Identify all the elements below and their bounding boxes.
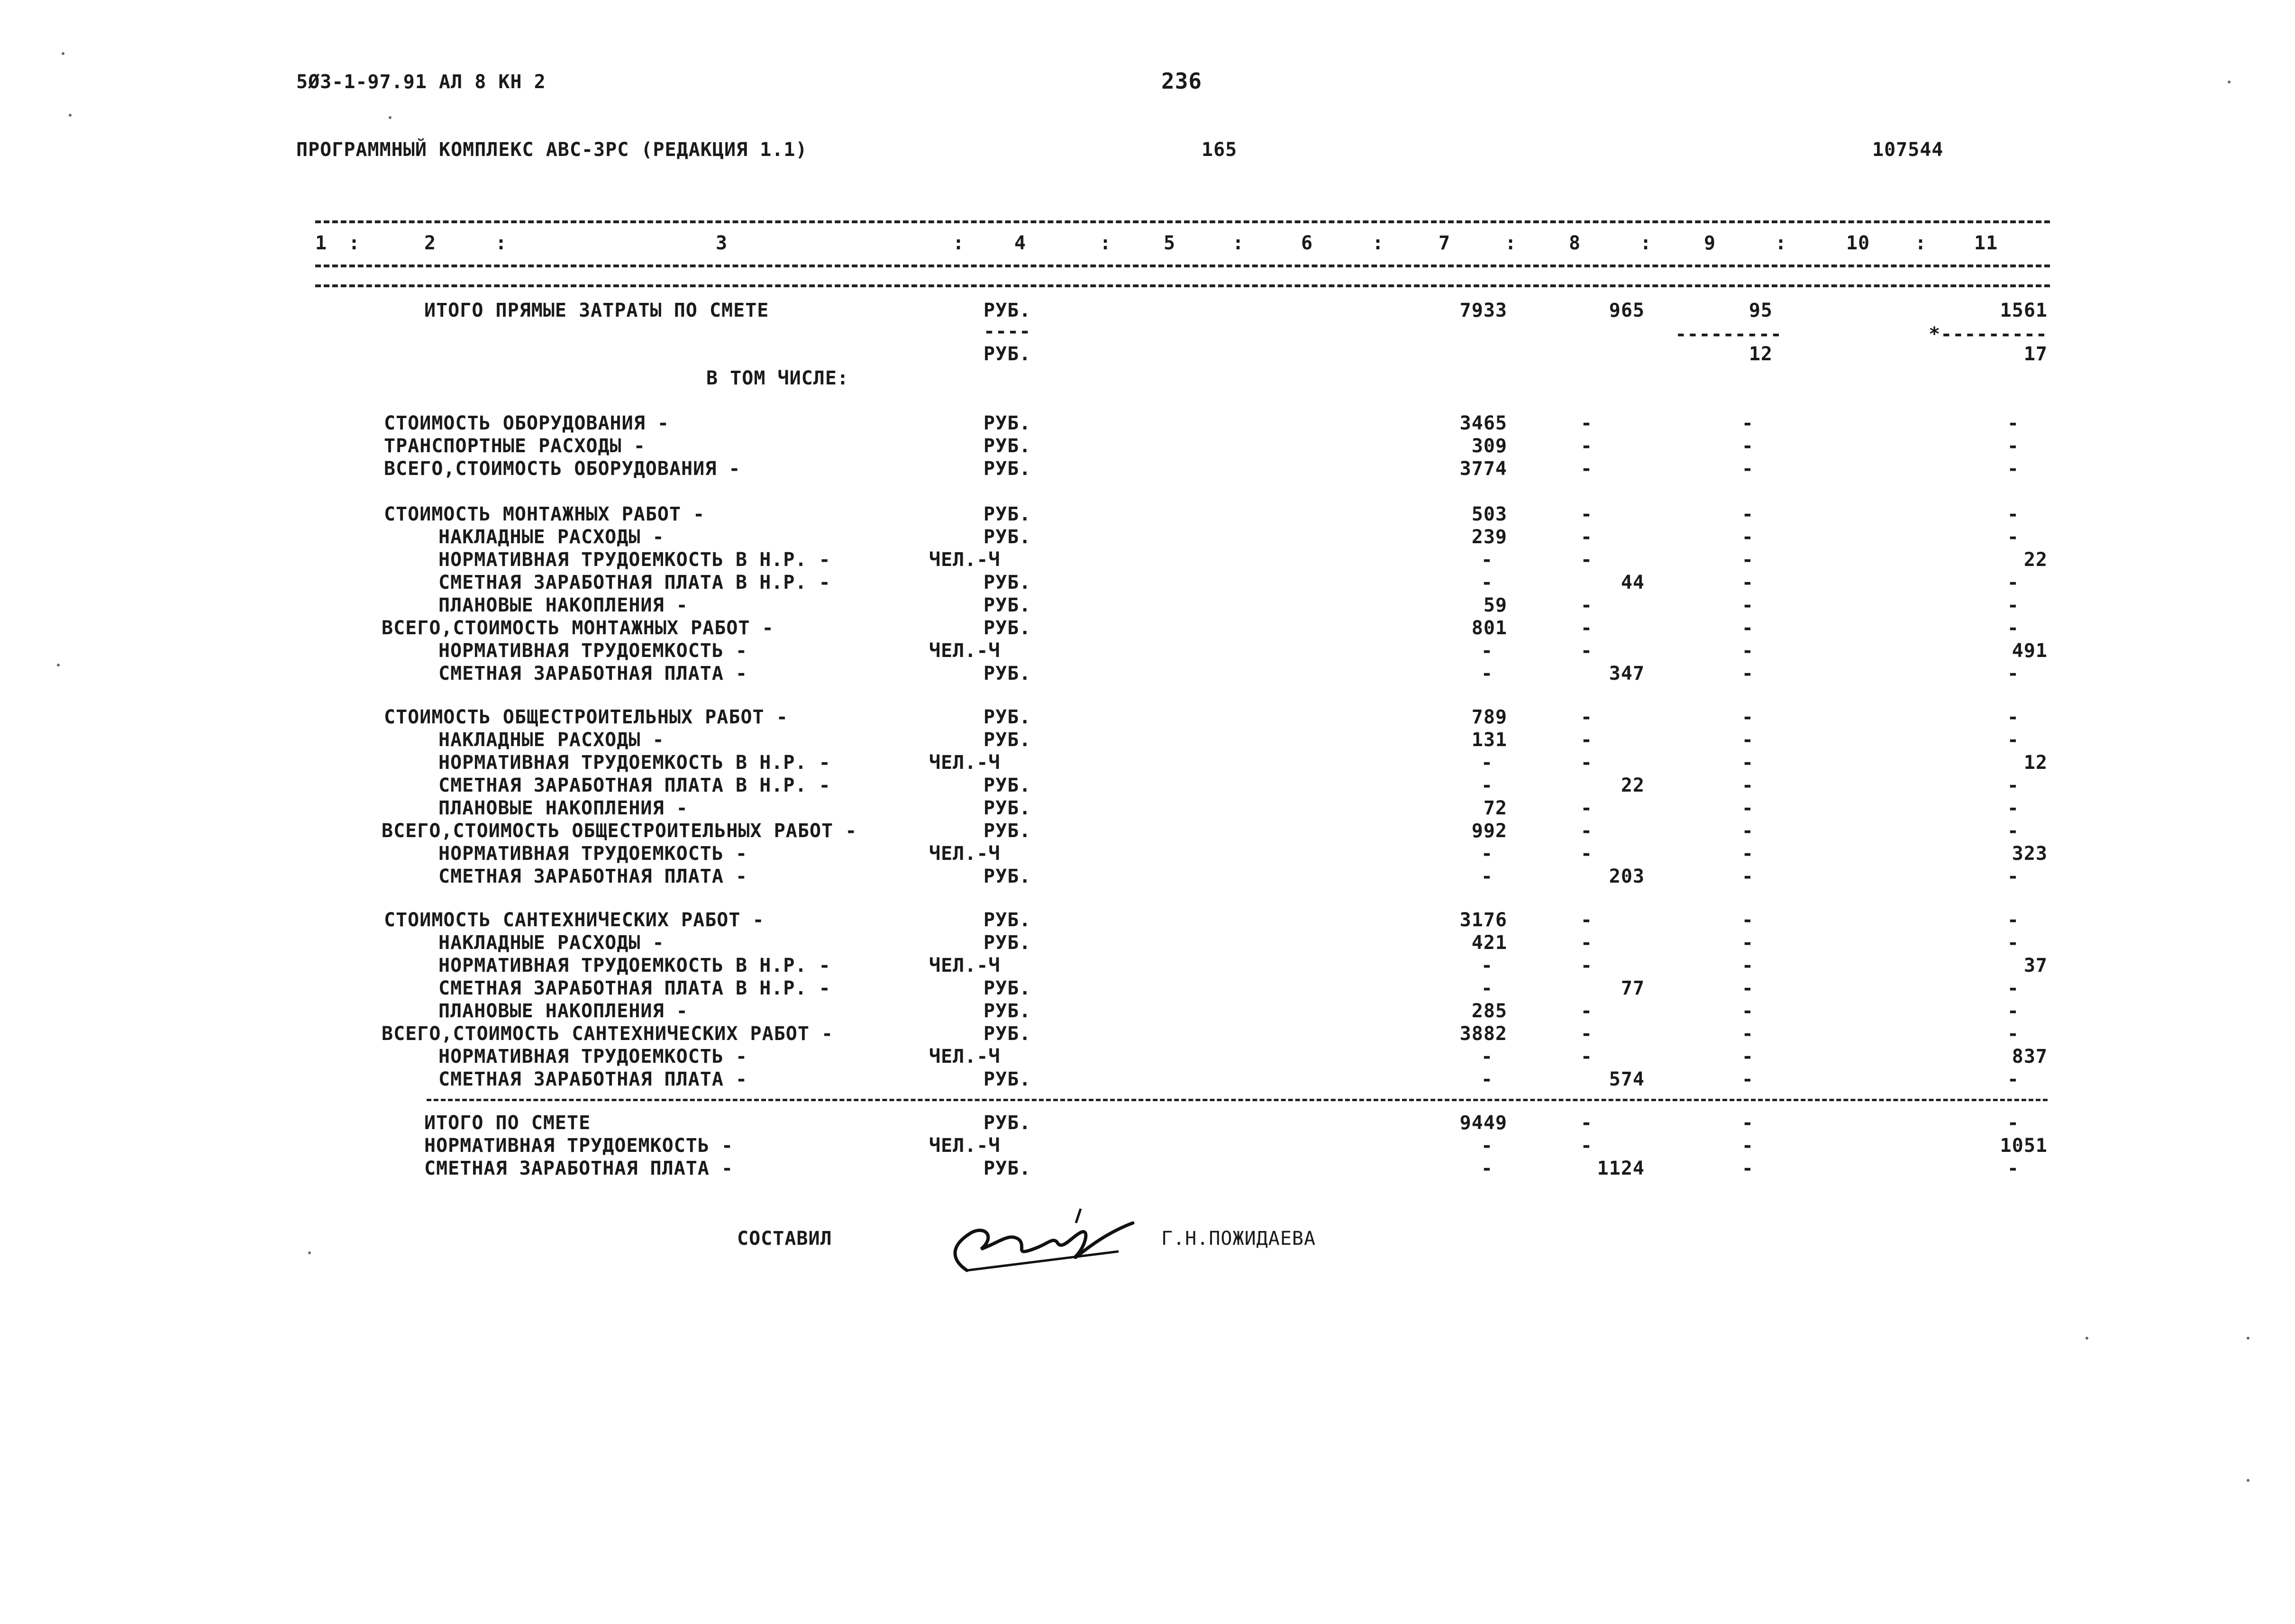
row-unit: РУБ. [984, 729, 1031, 751]
row-unit: РУБ. [984, 343, 1031, 365]
cell-col7: - [1481, 1046, 1493, 1067]
row-label: НАКЛАДНЫЕ РАСХОДЫ - [438, 932, 665, 954]
cell-col7: 285 [1471, 1000, 1507, 1022]
cell-col11: - [2007, 909, 2019, 931]
cell-col11: - [2007, 1023, 2019, 1045]
row-unit: РУБ. [984, 458, 1031, 480]
row-label: ПЛАНОВЫЕ НАКОПЛЕНИЯ - [438, 797, 688, 819]
cell-col11: 12 [2023, 752, 2048, 774]
cell-col8: - [1580, 412, 1593, 434]
cell-col8: - [1580, 640, 1593, 662]
cell-col9: - [1741, 572, 1754, 593]
cell-col11: 491 [2012, 640, 2048, 662]
cell-col7: 421 [1471, 932, 1507, 954]
row-unit: РУБ. [984, 977, 1031, 999]
cell-col8: - [1580, 909, 1593, 931]
cell-col11: 17 [2023, 343, 2048, 365]
cell-col9: - [1741, 663, 1754, 684]
cell-col7: 801 [1471, 617, 1507, 639]
body-top-rule [315, 284, 2050, 287]
totals-divider [427, 1099, 2048, 1101]
cell-col11: - [2007, 977, 2019, 999]
cell-col7: 131 [1471, 729, 1507, 751]
table-top-rule [315, 220, 2050, 223]
column-header-11: 11 [1974, 232, 1998, 254]
cell-col9: - [1741, 909, 1754, 931]
cell-col7: 789 [1471, 706, 1507, 728]
cell-col9: - [1741, 729, 1754, 751]
row-label: СМЕТНАЯ ЗАРАБОТНАЯ ПЛАТА - [438, 866, 748, 887]
cell-col7: - [1481, 977, 1493, 999]
row-unit: ЧЕЛ.-Ч [929, 843, 1001, 865]
row-label: ВСЕГО,СТОИМОСТЬ МОНТАЖНЫХ РАБОТ - [382, 617, 774, 639]
row-label: НАКЛАДНЫЕ РАСХОДЫ - [438, 729, 665, 751]
row-unit: ЧЕЛ.-Ч [929, 955, 1001, 976]
row-unit: ЧЕЛ.-Ч [929, 1046, 1001, 1067]
col9-separator: --------- [1675, 323, 1782, 345]
row-unit: РУБ. [984, 572, 1031, 593]
column-header-sep: : [495, 232, 508, 254]
cell-col7: 3882 [1459, 1023, 1507, 1045]
cell-col9: - [1741, 549, 1754, 571]
row-label: НОРМАТИВНАЯ ТРУДОЕМКОСТЬ - [424, 1135, 734, 1157]
program-title: ПРОГРАММНЫЙ КОМПЛЕКС АВС-3РС (РЕДАКЦИЯ 1.1) [296, 139, 808, 161]
row-label: СМЕТНАЯ ЗАРАБОТНАЯ ПЛАТА - [438, 1068, 748, 1090]
cell-col11: - [2007, 706, 2019, 728]
row-unit: РУБ. [984, 663, 1031, 684]
cell-col8: 44 [1621, 572, 1645, 593]
cell-col11: 837 [2012, 1046, 2048, 1067]
column-header-2: 2 [424, 232, 437, 254]
row-unit: ЧЕЛ.-Ч [929, 549, 1001, 571]
cell-col9: - [1741, 1023, 1754, 1045]
row-label: СМЕТНАЯ ЗАРАБОТНАЯ ПЛАТА В Н.Р. - [438, 977, 831, 999]
document-id: 107544 [1872, 139, 1944, 161]
cell-col8: - [1580, 549, 1593, 571]
row-label: НОРМАТИВНАЯ ТРУДОЕМКОСТЬ В Н.Р. - [438, 549, 831, 571]
cell-col9: - [1741, 775, 1754, 796]
cell-col11: - [2007, 594, 2019, 616]
row-unit: ЧЕЛ.-Ч [929, 1135, 1001, 1157]
cell-col9: - [1741, 1046, 1754, 1067]
cell-col8: - [1580, 752, 1593, 774]
cell-col8: - [1580, 594, 1593, 616]
cell-col9: - [1741, 1000, 1754, 1022]
cell-col7: 7933 [1459, 300, 1507, 321]
cell-col11: - [2007, 663, 2019, 684]
cell-col8: - [1580, 1135, 1593, 1157]
document-code: 5Ø3-1-97.91 АЛ 8 КН 2 [296, 71, 546, 93]
column-header-sep: : [1232, 232, 1245, 254]
cell-col9: - [1741, 955, 1754, 976]
cell-col7: - [1481, 663, 1493, 684]
row-unit: РУБ. [984, 1158, 1031, 1179]
total-direct-label: ИТОГО ПРЯМЫЕ ЗАТРАТЫ ПО СМЕТЕ [424, 300, 769, 321]
cell-col7: 3176 [1459, 909, 1507, 931]
row-unit: РУБ. [984, 932, 1031, 954]
cell-col9: - [1741, 866, 1754, 887]
column-header-6: 6 [1301, 232, 1313, 254]
cell-col9: 12 [1749, 343, 1773, 365]
cell-col11: - [2007, 932, 2019, 954]
cell-col8: - [1580, 955, 1593, 976]
row-label: СТОИМОСТЬ МОНТАЖНЫХ РАБОТ - [384, 503, 705, 525]
row-label: СТОИМОСТЬ ОБОРУДОВАНИЯ - [384, 412, 669, 434]
row-unit: ЧЕЛ.-Ч [929, 640, 1001, 662]
cell-col7: 503 [1471, 503, 1507, 525]
row-label: СТОИМОСТЬ ОБЩЕСТРОИТЕЛЬНЫХ РАБОТ - [384, 706, 788, 728]
cell-col11: - [2007, 1068, 2019, 1090]
row-label: НОРМАТИВНАЯ ТРУДОЕМКОСТЬ В Н.Р. - [438, 955, 831, 976]
row-label: СМЕТНАЯ ЗАРАБОТНАЯ ПЛАТА В Н.Р. - [438, 572, 831, 593]
cell-col11: - [2007, 866, 2019, 887]
cell-col8: 965 [1609, 300, 1645, 321]
column-header-9: 9 [1704, 232, 1716, 254]
cell-col11: - [2007, 617, 2019, 639]
row-unit: РУБ. [984, 412, 1031, 434]
column-header-sep: : [1372, 232, 1384, 254]
cell-col11: 37 [2023, 955, 2048, 976]
cell-col8: 22 [1621, 775, 1645, 796]
cell-col9: - [1741, 1135, 1754, 1157]
row-label: НАКЛАДНЫЕ РАСХОДЫ - [438, 526, 665, 548]
signature [938, 1204, 1138, 1275]
unit-separator: ---- [984, 320, 1031, 342]
cell-col8: - [1580, 706, 1593, 728]
row-unit: РУБ. [984, 706, 1031, 728]
cell-col8: - [1580, 526, 1593, 548]
compiler-name: Г.Н.ПОЖИДАЕВА [1161, 1228, 1316, 1250]
cell-col7: 59 [1483, 594, 1507, 616]
row-unit: РУБ. [984, 617, 1031, 639]
row-unit: РУБ. [984, 594, 1031, 616]
row-unit: РУБ. [984, 1112, 1031, 1134]
cell-col11: - [2007, 526, 2019, 548]
cell-col8: 77 [1621, 977, 1645, 999]
cell-col9: - [1741, 706, 1754, 728]
row-label: ПЛАНОВЫЕ НАКОПЛЕНИЯ - [438, 594, 688, 616]
cell-col7: - [1481, 572, 1493, 593]
row-label: НОРМАТИВНАЯ ТРУДОЕМКОСТЬ - [438, 843, 748, 865]
cell-col11: - [2007, 1000, 2019, 1022]
cell-col7: 239 [1471, 526, 1507, 548]
cell-col11: - [2007, 458, 2019, 480]
column-header-3: 3 [716, 232, 728, 254]
row-label: ВСЕГО,СТОИМОСТЬ ОБЩЕСТРОИТЕЛЬНЫХ РАБОТ - [382, 820, 857, 842]
cell-col7: - [1481, 752, 1493, 774]
cell-col9: - [1741, 435, 1754, 457]
cell-col9: - [1741, 503, 1754, 525]
cell-col9: - [1741, 594, 1754, 616]
cell-col8: 347 [1609, 663, 1645, 684]
row-label: НОРМАТИВНАЯ ТРУДОЕМКОСТЬ - [438, 640, 748, 662]
cell-col9: - [1741, 1112, 1754, 1134]
cell-col9: - [1741, 458, 1754, 480]
row-label: НОРМАТИВНАЯ ТРУДОЕМКОСТЬ В Н.Р. - [438, 752, 831, 774]
page-number: 236 [1161, 68, 1202, 94]
cell-col8: - [1580, 932, 1593, 954]
cell-col8: - [1580, 1023, 1593, 1045]
cell-col9: - [1741, 797, 1754, 819]
cell-col8: 203 [1609, 866, 1645, 887]
column-header-sep: : [1505, 232, 1517, 254]
cell-col8: - [1580, 617, 1593, 639]
cell-col8: - [1580, 1112, 1593, 1134]
cell-col8: - [1580, 503, 1593, 525]
cell-col7: 9449 [1459, 1112, 1507, 1134]
row-unit: РУБ. [984, 526, 1031, 548]
cell-col11: - [2007, 820, 2019, 842]
cell-col11: - [2007, 775, 2019, 796]
row-unit: РУБ. [984, 775, 1031, 796]
cell-col7: - [1481, 640, 1493, 662]
row-unit: РУБ. [984, 435, 1031, 457]
row-label: СМЕТНАЯ ЗАРАБОТНАЯ ПЛАТА В Н.Р. - [438, 775, 831, 796]
cell-col11: 22 [2023, 549, 2048, 571]
sheet-number: 165 [1202, 139, 1238, 161]
cell-col11: - [2007, 572, 2019, 593]
row-unit: РУБ. [984, 1023, 1031, 1045]
row-label: СМЕТНАЯ ЗАРАБОТНАЯ ПЛАТА - [438, 663, 748, 684]
cell-col8: - [1580, 820, 1593, 842]
row-unit: РУБ. [984, 797, 1031, 819]
row-unit: РУБ. [984, 866, 1031, 887]
cell-col7: - [1481, 866, 1493, 887]
cell-col11: - [2007, 1158, 2019, 1179]
column-header-8: 8 [1569, 232, 1581, 254]
cell-col9: - [1741, 1068, 1754, 1090]
row-label: СМЕТНАЯ ЗАРАБОТНАЯ ПЛАТА - [424, 1158, 734, 1179]
cell-col11: - [2007, 729, 2019, 751]
cell-col7: - [1481, 549, 1493, 571]
cell-col9: - [1741, 640, 1754, 662]
cell-col8: - [1580, 843, 1593, 865]
cell-col7: 72 [1483, 797, 1507, 819]
cell-col7: 3465 [1459, 412, 1507, 434]
cell-col7: - [1481, 1135, 1493, 1157]
cell-col9: - [1741, 617, 1754, 639]
cell-col9: - [1741, 752, 1754, 774]
column-header-7: 7 [1439, 232, 1451, 254]
row-unit: РУБ. [984, 300, 1031, 321]
cell-col7: - [1481, 1158, 1493, 1179]
column-header-sep: : [1915, 232, 1927, 254]
cell-col7: - [1481, 843, 1493, 865]
row-label: СТОИМОСТЬ САНТЕХНИЧЕСКИХ РАБОТ - [384, 909, 765, 931]
cell-col8: - [1580, 729, 1593, 751]
cell-col8: - [1580, 435, 1593, 457]
row-unit: РУБ. [984, 820, 1031, 842]
cell-col7: - [1481, 1068, 1493, 1090]
cell-col7: - [1481, 775, 1493, 796]
row-label: НОРМАТИВНАЯ ТРУДОЕМКОСТЬ - [438, 1046, 748, 1067]
cell-col9: - [1741, 1158, 1754, 1179]
row-unit: РУБ. [984, 1068, 1031, 1090]
cell-col8: - [1580, 1046, 1593, 1067]
cell-col9: - [1741, 977, 1754, 999]
column-header-10: 10 [1846, 232, 1870, 254]
column-header-5: 5 [1164, 232, 1176, 254]
cell-col7: 992 [1471, 820, 1507, 842]
cell-col9: 95 [1749, 300, 1773, 321]
cell-col9: - [1741, 412, 1754, 434]
row-label: ТРАНСПОРТНЫЕ РАСХОДЫ - [384, 435, 646, 457]
column-header-sep: : [348, 232, 361, 254]
cell-col9: - [1741, 820, 1754, 842]
cell-col9: - [1741, 526, 1754, 548]
cell-col11: - [2007, 503, 2019, 525]
cell-col9: - [1741, 932, 1754, 954]
cell-col8: 574 [1609, 1068, 1645, 1090]
column-header-1: 1 [315, 232, 328, 254]
column-header-sep: : [953, 232, 965, 254]
cell-col11: - [2007, 435, 2019, 457]
column-header-sep: : [1775, 232, 1787, 254]
row-label: ИТОГО ПО СМЕТЕ [424, 1112, 591, 1134]
cell-col11: 323 [2012, 843, 2048, 865]
cell-col8: - [1580, 797, 1593, 819]
cell-col7: 309 [1471, 435, 1507, 457]
cell-col11: - [2007, 412, 2019, 434]
header-bottom-rule [315, 265, 2050, 267]
column-header-4: 4 [1014, 232, 1027, 254]
including-label: В ТОМ ЧИСЛЕ: [706, 367, 849, 389]
row-unit: РУБ. [984, 909, 1031, 931]
column-header-sep: : [1100, 232, 1112, 254]
cell-col8: - [1580, 458, 1593, 480]
row-label: ВСЕГО,СТОИМОСТЬ САНТЕХНИЧЕСКИХ РАБОТ - [382, 1023, 834, 1045]
cell-col11: - [2007, 797, 2019, 819]
col11-separator: *--------- [1929, 323, 2048, 345]
cell-col7: - [1481, 955, 1493, 976]
cell-col9: - [1741, 843, 1754, 865]
row-label: ВСЕГО,СТОИМОСТЬ ОБОРУДОВАНИЯ - [384, 458, 741, 480]
cell-col8: 1124 [1597, 1158, 1645, 1179]
row-unit: РУБ. [984, 503, 1031, 525]
cell-col11: 1561 [2000, 300, 2048, 321]
compiled-by-label: СОСТАВИЛ [737, 1228, 832, 1250]
cell-col11: 1051 [2000, 1135, 2048, 1157]
row-unit: РУБ. [984, 1000, 1031, 1022]
cell-col8: - [1580, 1000, 1593, 1022]
column-header-sep: : [1640, 232, 1652, 254]
cell-col7: 3774 [1459, 458, 1507, 480]
cell-col11: - [2007, 1112, 2019, 1134]
row-unit: ЧЕЛ.-Ч [929, 752, 1001, 774]
row-label: ПЛАНОВЫЕ НАКОПЛЕНИЯ - [438, 1000, 688, 1022]
